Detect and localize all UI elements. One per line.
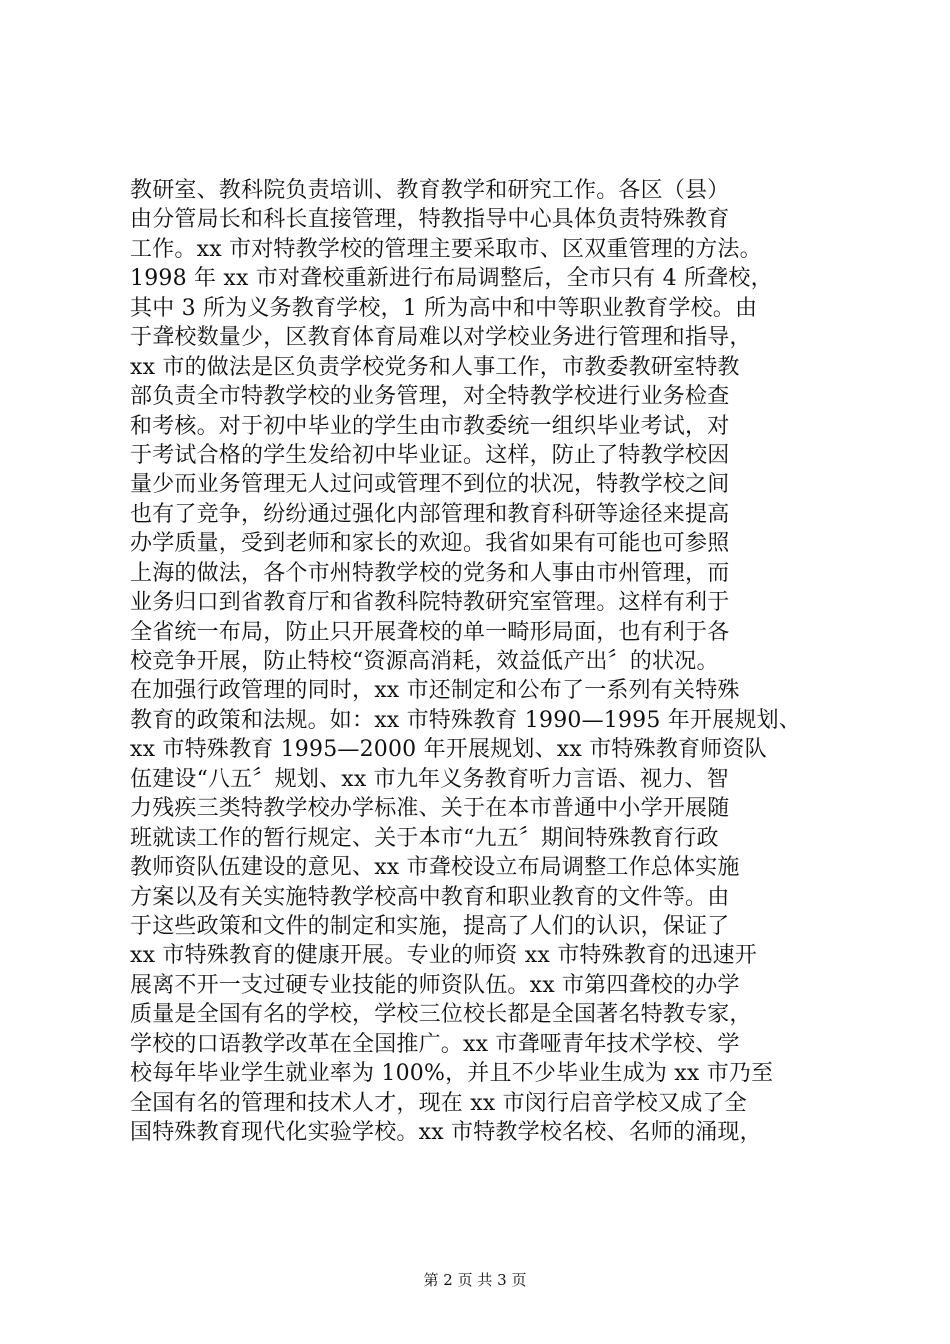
text-line-32: 全国有名的管理和技术人才，现在 xx 市闵行启音学校又成了全 <box>130 1090 747 1116</box>
text-line-24: 教师资队伍建设的意见、xx 市聋校设立布局调整工作总体实施 <box>130 855 740 881</box>
text-line-1: 教研室、教科院负责培训、教育教学和研究工作。各区（县） <box>130 178 730 203</box>
text-line-25: 方案以及有关实施特教学校高中教育和职业教育的文件等。由 <box>130 884 730 910</box>
text-line-15: 业务归口到省教育厅和省教科院特教研究室管理。这样有利于 <box>130 590 730 616</box>
text-line-18: 在加强行政管理的同时，xx 市还制定和公布了一系列有关特殊 <box>130 678 740 704</box>
body-text <box>130 176 830 1147</box>
text-line-29: 质量是全国有名的学校，学校三位校长都是全国著名特教专家， <box>130 1002 752 1028</box>
text-line-11: 量少而业务管理无人过问或管理不到位的状况，特教学校之间 <box>130 472 730 498</box>
text-line-33: 国特殊教育现代化实验学校。xx 市特教学校名校、名师的涌现， <box>130 1120 762 1145</box>
text-line-31: 校每年毕业学生就业率为 100%，并且不少毕业生成为 xx 市乃至 <box>130 1061 774 1087</box>
text-line-23: 班就读工作的暂行规定、关于本市“九五〞期间特殊教育行政 <box>130 825 719 851</box>
page-footer <box>0 1270 950 1290</box>
text-line-6: 于聋校数量少，区教育体育局难以对学校业务进行管理和指导， <box>130 325 752 351</box>
text-line-13: 办学质量，受到老师和家长的欢迎。我省如果有可能也可参照 <box>130 531 730 557</box>
text-line-4: 1998 年 xx 市对聋校重新进行布局调整后，全市只有 4 所聋校， <box>130 266 773 292</box>
text-line-16: 全省统一布局，防止只开展聋校的单一畸形局面，也有利于各 <box>130 619 730 645</box>
text-line-2: 由分管局长和科长直接管理，特教指导中心具体负责特殊教育 <box>130 207 730 233</box>
text-line-22: 力残疾三类特教学校办学标准、关于在本市普通中小学开展随 <box>130 796 730 822</box>
text-line-10: 于考试合格的学生发给初中毕业证。这样，防止了特教学校因 <box>130 442 730 468</box>
text-line-9: 和考核。对于初中毕业的学生由市教委统一组织毕业考试，对 <box>130 413 730 439</box>
text-line-5: 其中 3 所为义务教育学校，1 所为高中和中等职业教育学校。由 <box>130 295 758 321</box>
text-line-21: 伍建设“八五〞规划、xx 市九年义务教育听力言语、视力、智 <box>130 766 729 792</box>
text-line-14: 上海的做法，各个市州特教学校的党务和人事由市州管理，而 <box>130 560 730 586</box>
page-number-label: 第 2 页 共 3 页 <box>423 1271 527 1289</box>
text-line-8: 部负责全市特教学校的业务管理，对全特教学校进行业务检查 <box>130 384 730 410</box>
text-line-20: xx 市特殊教育 1995—2000 年开展规划、xx 市特殊教育师资队 <box>130 737 767 763</box>
text-line-27: xx 市特殊教育的健康开展。专业的师资 xx 市特殊教育的迅速开 <box>130 943 758 969</box>
text-line-7: xx 市的做法是区负责学校党务和人事工作，市教委教研室特教 <box>130 354 740 380</box>
text-line-17: 校竞争开展，防止特校“资源高消耗，效益低产出〞的状况。 <box>130 649 719 674</box>
text-line-30: 学校的口语教学改革在全国推广。xx 市聋哑青年技术学校、学 <box>130 1031 740 1057</box>
text-line-19: 教育的政策和法规。如：xx 市特殊教育 1990—1995 年开展规划、 <box>130 707 801 733</box>
text-line-28: 展离不开一支过硬专业技能的师资队伍。xx 市第四聋校的办学 <box>130 972 740 998</box>
text-line-26: 于这些政策和文件的制定和实施，提高了人们的认识，保证了 <box>130 913 730 939</box>
text-line-12: 也有了竞争，纷纷通过强化内部管理和教育科研等途径来提高 <box>130 501 730 527</box>
text-line-3: 工作。xx 市对特教学校的管理主要采取市、区双重管理的方法。 <box>130 236 762 262</box>
